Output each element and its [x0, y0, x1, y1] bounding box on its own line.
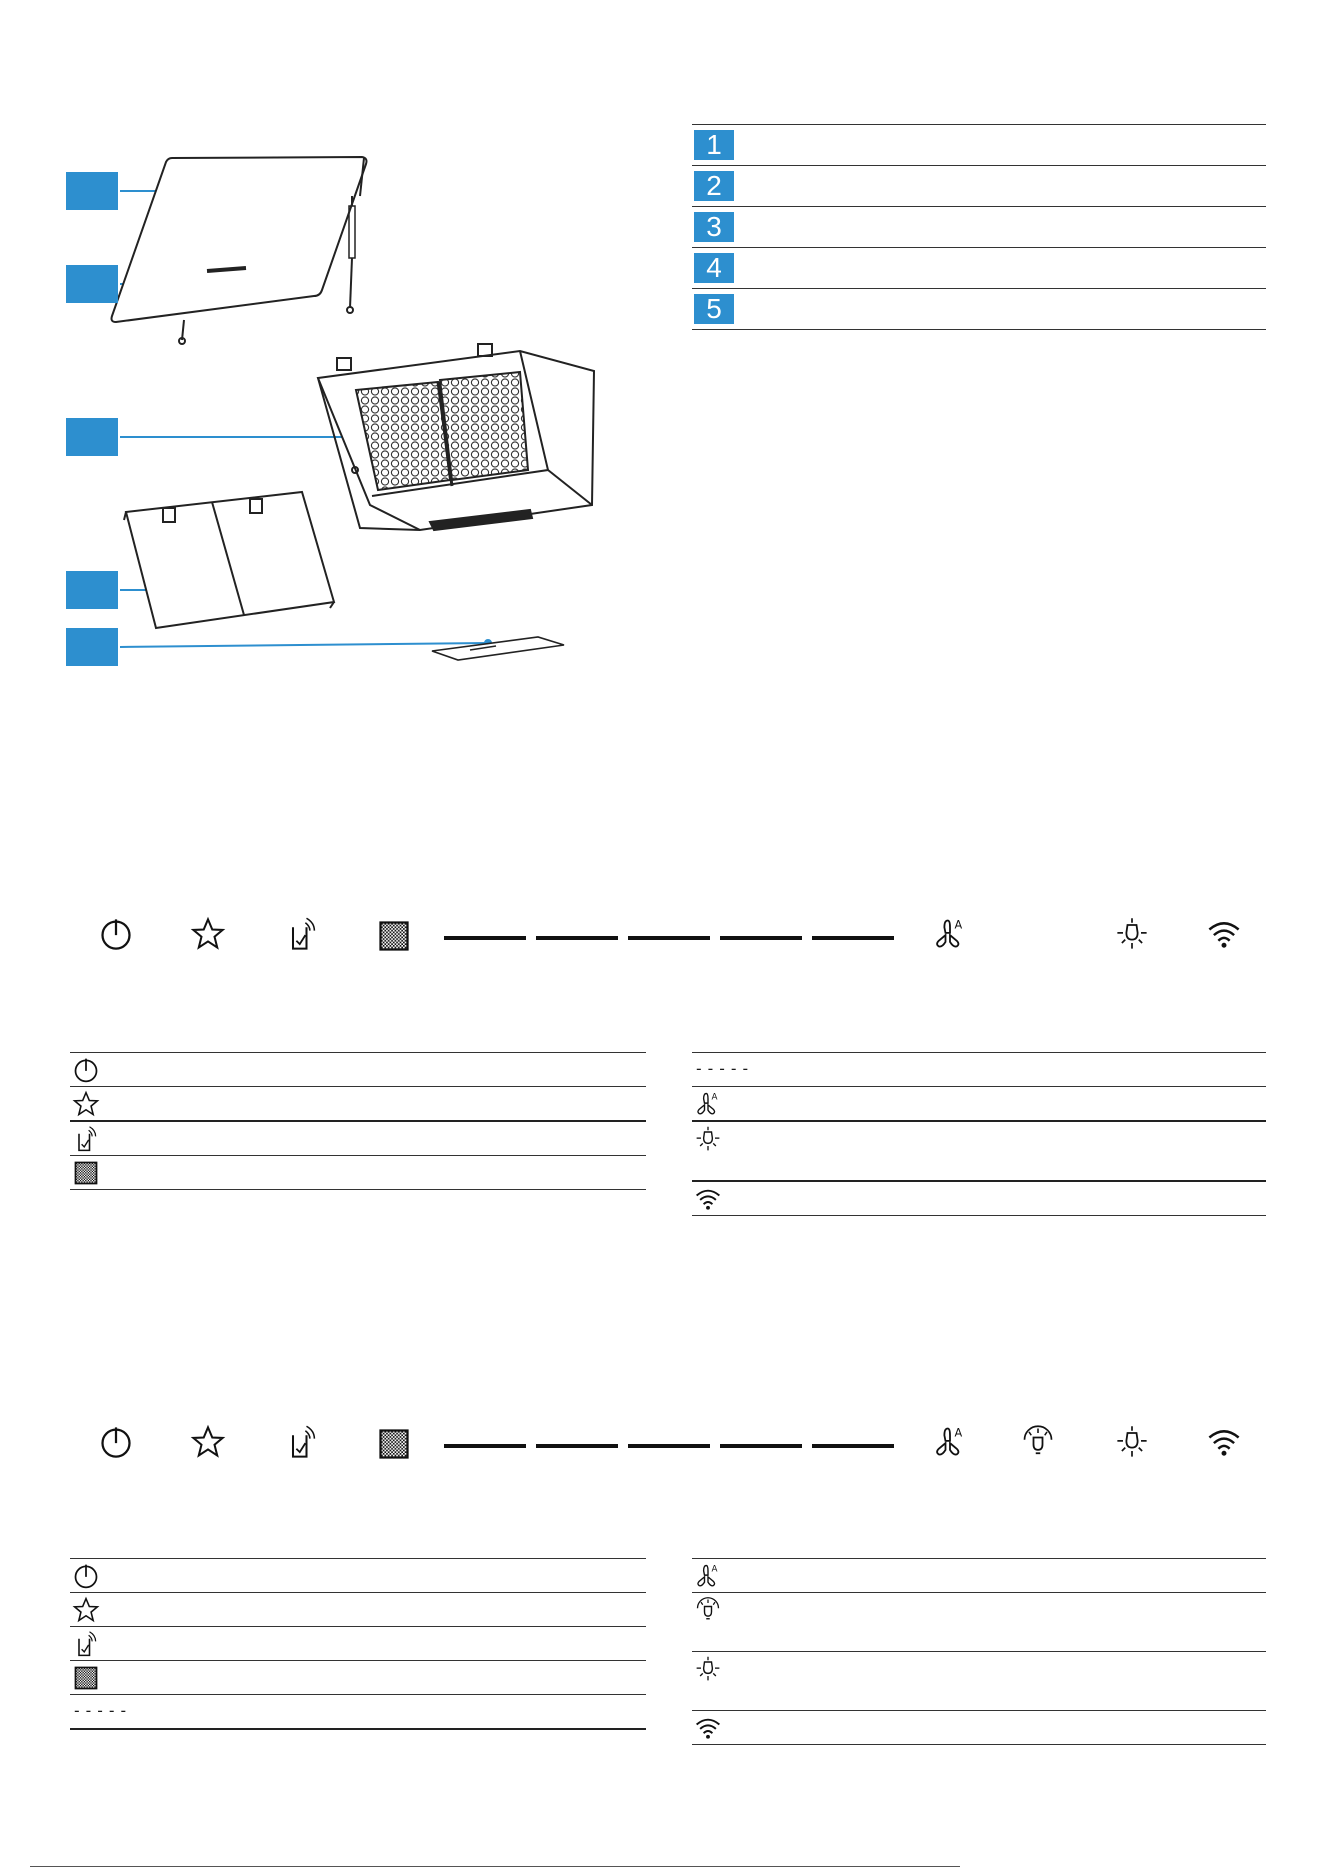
table-row [692, 1559, 1266, 1593]
fan-level-bar-3[interactable] [628, 1444, 710, 1448]
power-icon [72, 1056, 100, 1084]
fan-level-bar-1[interactable] [444, 936, 526, 940]
page-footer-rule [30, 1866, 960, 1867]
legend-number: 1 [694, 130, 734, 160]
power-icon[interactable] [98, 1424, 134, 1460]
star-icon[interactable] [190, 916, 226, 952]
table-row [70, 1627, 646, 1661]
home-connect-icon [72, 1630, 100, 1658]
wifi-icon [694, 1714, 722, 1742]
fan-level-bar-1[interactable] [444, 1444, 526, 1448]
legend-row [692, 248, 1266, 289]
light-icon [694, 1655, 722, 1683]
wifi-icon[interactable] [1206, 1424, 1242, 1460]
table-row [692, 1087, 1266, 1122]
star-icon [72, 1090, 100, 1118]
fan-levels-symbol: ----- [694, 1059, 753, 1078]
callout-badge-1 [66, 172, 118, 210]
home-connect-icon[interactable] [284, 1424, 320, 1460]
ambient-light-icon [694, 1596, 722, 1624]
star-icon [72, 1596, 100, 1624]
home-connect-icon [72, 1125, 100, 1153]
legend-row [692, 289, 1266, 330]
home-connect-icon[interactable] [284, 916, 320, 952]
legend-row [692, 166, 1266, 207]
symbol-table-bottom-right [692, 1558, 1266, 1745]
table-row [70, 1053, 646, 1087]
legend-number: 3 [694, 212, 734, 242]
fan-level-bar-4[interactable] [720, 936, 802, 940]
callout-badge-3 [66, 418, 118, 456]
table-row [692, 1053, 1266, 1087]
star-icon[interactable] [190, 1424, 226, 1460]
fan-levels-symbol: ----- [72, 1701, 131, 1720]
fan-level-bar-5[interactable] [812, 1444, 894, 1448]
table-row [70, 1122, 646, 1156]
symbol-table-top-right [692, 1052, 1266, 1216]
light-icon[interactable] [1114, 916, 1150, 952]
power-icon[interactable] [98, 916, 134, 952]
light-icon [694, 1125, 722, 1153]
legend-row [692, 125, 1266, 166]
ambient-light-icon[interactable] [1020, 1424, 1056, 1460]
table-row [692, 1182, 1266, 1216]
hood-body [318, 344, 594, 530]
fan-level-bar-5[interactable] [812, 936, 894, 940]
table-row [70, 1559, 646, 1593]
table-row [692, 1122, 1266, 1182]
light-icon[interactable] [1114, 1424, 1150, 1460]
table-row [692, 1711, 1266, 1745]
callout-badge-4 [66, 571, 118, 609]
table-row [70, 1661, 646, 1695]
fan-auto-icon[interactable] [932, 916, 968, 952]
grease-filter-panels [124, 492, 334, 628]
table-row [692, 1652, 1266, 1711]
wifi-icon[interactable] [1206, 916, 1242, 952]
legend-number: 2 [694, 171, 734, 201]
legend-row [692, 207, 1266, 248]
callout-badge-2 [66, 265, 118, 303]
fan-level-bar-2[interactable] [536, 1444, 618, 1448]
symbol-table-top-left [70, 1052, 646, 1190]
fan-auto-icon [694, 1562, 722, 1590]
power-icon [72, 1562, 100, 1590]
table-row [70, 1695, 646, 1730]
front-glass-panel [112, 157, 367, 344]
control-panel-bottom [0, 1424, 1324, 1464]
fan-auto-icon[interactable] [932, 1424, 968, 1460]
filter-icon[interactable] [376, 918, 412, 954]
filter-icon [72, 1159, 100, 1187]
filter-icon[interactable] [376, 1426, 412, 1462]
parts-legend-table [692, 124, 1266, 330]
table-row [70, 1087, 646, 1122]
fan-level-bar-4[interactable] [720, 1444, 802, 1448]
fan-level-bar-2[interactable] [536, 936, 618, 940]
table-row [70, 1593, 646, 1627]
legend-number: 4 [694, 253, 734, 283]
control-panel-top [0, 916, 1324, 956]
legend-number: 5 [694, 294, 734, 324]
symbol-table-bottom-left [70, 1558, 646, 1730]
wifi-icon [694, 1185, 722, 1213]
table-row [692, 1593, 1266, 1652]
fan-level-bar-3[interactable] [628, 936, 710, 940]
filter-icon [72, 1664, 100, 1692]
fan-auto-icon [694, 1090, 722, 1118]
documentation-sheet [432, 637, 564, 660]
table-row [70, 1156, 646, 1190]
callout-badge-5 [66, 628, 118, 666]
